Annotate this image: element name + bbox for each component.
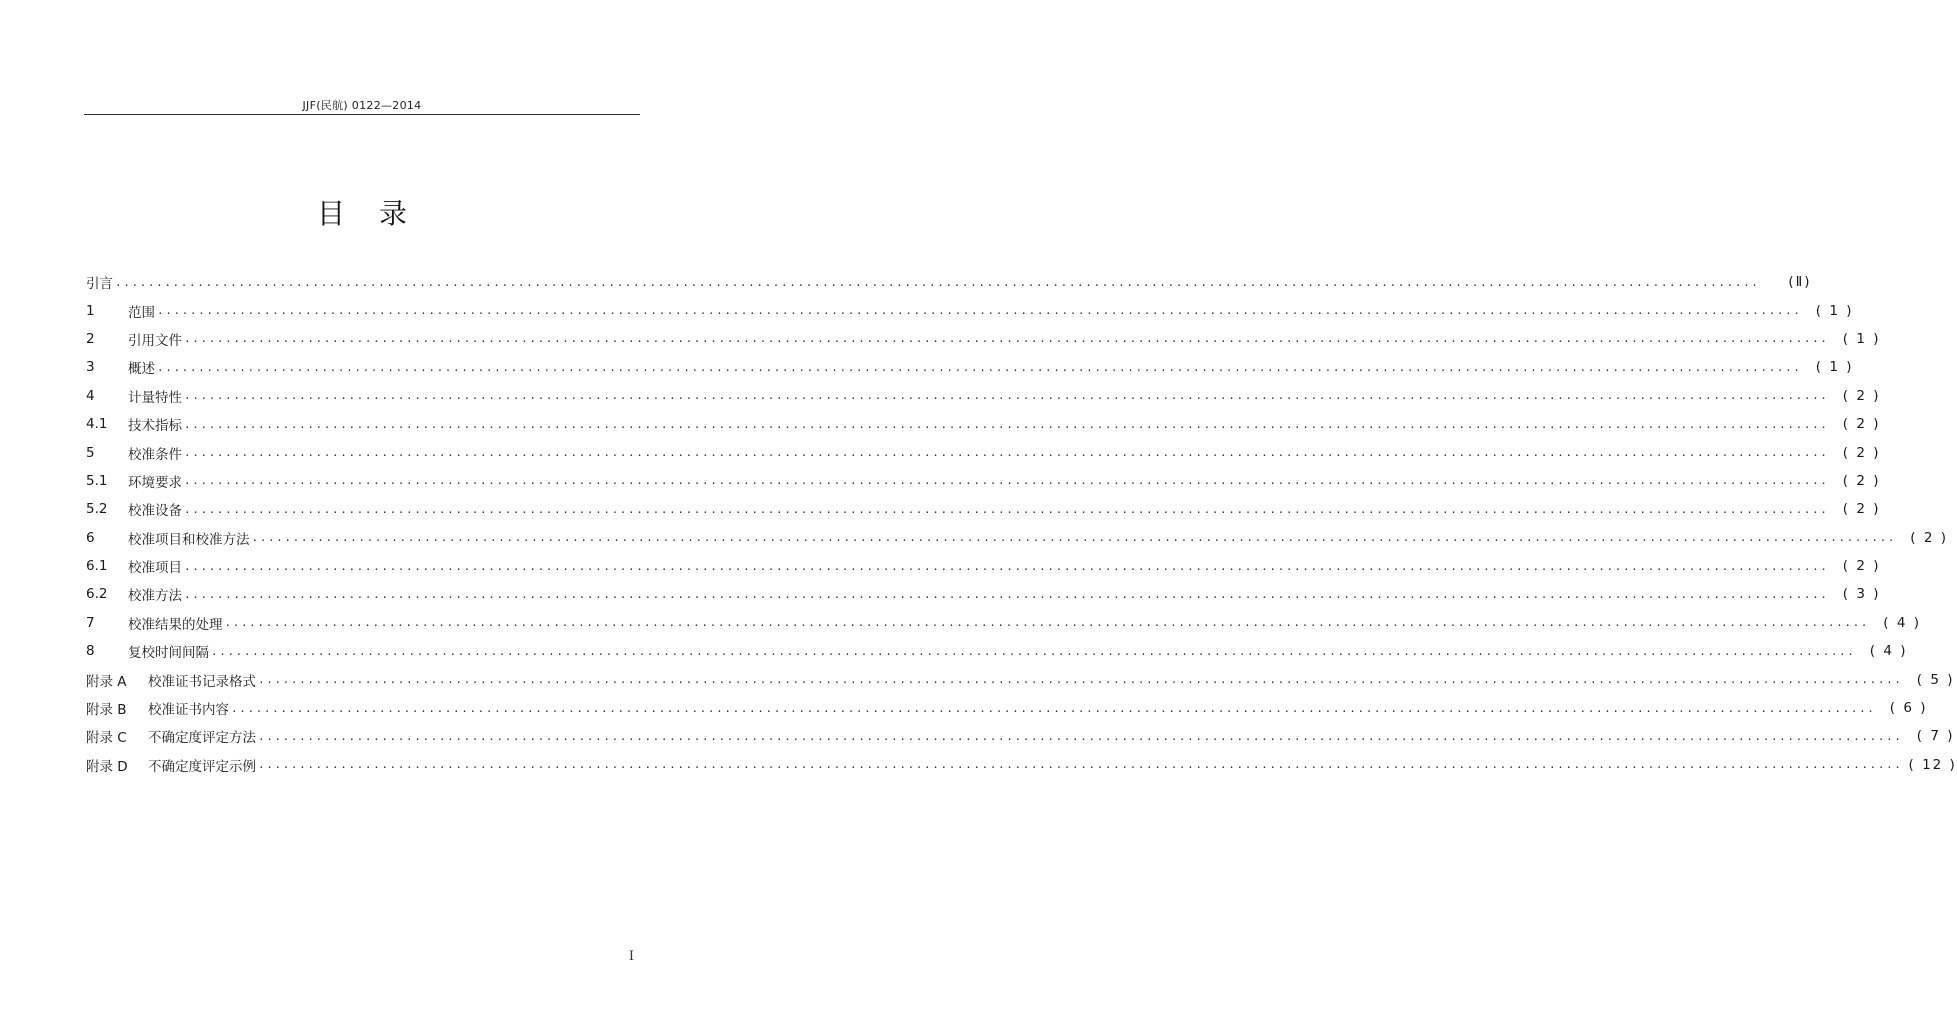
toc-entry-number: 附录 D <box>86 758 128 775</box>
toc-entry-page: ( 2 ) <box>1910 529 1949 546</box>
toc-entry-label: 范围 <box>128 304 155 321</box>
toc-entry-label: 技术指标 <box>128 418 182 435</box>
page-folio: I <box>628 949 634 964</box>
toc-dot-leader: ........................................................................................................................................................................................................ <box>157 304 1802 318</box>
toc-entry-label: 引言 <box>86 276 113 293</box>
toc-entry-page: ( 6 ) <box>1889 700 1928 717</box>
toc-dot-leader: ........................................................................................................................................................................................................ <box>258 673 1903 687</box>
toc-entry-label: 校准项目和校准方法 <box>128 531 250 548</box>
toc-entry-label: 校准证书记录格式 <box>148 673 256 690</box>
toc-entry[interactable] <box>86 751 1957 779</box>
toc-entry-number: 6.1 <box>86 558 108 575</box>
toc-entry-page: ( 1 ) <box>1842 330 1881 347</box>
toc-entry[interactable] <box>86 495 1881 523</box>
toc-dot-leader: ........................................................................................................................................................................................................ <box>184 587 1829 601</box>
toc-entry-number: 4 <box>86 387 95 404</box>
toc-entry-page: ( 2 ) <box>1842 444 1881 461</box>
toc-entry-number: 6 <box>86 529 95 546</box>
toc-entry-number: 5.2 <box>86 501 108 518</box>
toc-entry[interactable] <box>86 580 1881 608</box>
toc-entry-number: 1 <box>86 302 95 319</box>
toc-entry-label: 概述 <box>128 361 155 378</box>
toc-entry[interactable] <box>86 665 1955 693</box>
toc-dot-leader: ........................................................................................................................................................................................................ <box>231 701 1876 715</box>
toc-entry-page: ( 2 ) <box>1842 387 1881 404</box>
toc-entry[interactable] <box>86 410 1881 438</box>
toc-entry-label: 不确定度评定示例 <box>148 758 256 775</box>
toc-entry-number: 4.1 <box>86 416 108 433</box>
toc-entry[interactable] <box>86 694 1928 722</box>
toc-entry-page: ( 1 ) <box>1815 359 1854 376</box>
toc-entry-number: 3 <box>86 359 95 376</box>
toc-entry-page: ( 12 ) <box>1908 756 1957 773</box>
toc-entry-label: 校准证书内容 <box>148 702 229 719</box>
toc-entry-number: 7 <box>86 614 95 631</box>
document-header-code: JJF(民航) 0122—2014 <box>302 99 422 112</box>
toc-entry-number: 附录 B <box>86 702 127 719</box>
toc-entry-page: ( 2 ) <box>1842 558 1881 575</box>
toc-entry-page: ( 1 ) <box>1815 302 1854 319</box>
toc-entry-page: ( 4 ) <box>1883 614 1922 631</box>
toc-entry-label: 校准方法 <box>128 588 182 605</box>
toc-entry[interactable] <box>86 382 1881 410</box>
toc-entry-number: 附录 C <box>86 730 127 747</box>
toc-dot-leader: ........................................................................................................................................................................................................ <box>184 559 1829 573</box>
toc-entry-label: 校准项目 <box>128 560 182 577</box>
toc-dot-leader: ........................................................................................................................................................................................................ <box>224 616 1870 630</box>
toc-entry[interactable] <box>86 637 1908 665</box>
toc-entry-page: (Ⅱ) <box>1788 274 1812 291</box>
toc-entry-page: ( 4 ) <box>1869 643 1908 660</box>
toc-entry-label: 复校时间间隔 <box>128 645 209 662</box>
toc-entry[interactable] <box>86 467 1881 495</box>
toc-dot-leader: ........................................................................................................................................................................................................ <box>258 729 1903 743</box>
toc-entry-number: 2 <box>86 330 95 347</box>
toc-entry[interactable] <box>86 438 1881 466</box>
header-rule <box>84 114 640 115</box>
toc-dot-leader: ........................................................................................................................................................................................................ <box>157 360 1802 374</box>
toc-entry[interactable] <box>86 552 1881 580</box>
toc-entry-label: 校准结果的处理 <box>128 616 223 633</box>
toc-entry-label: 校准条件 <box>128 446 182 463</box>
toc-entry-label: 引用文件 <box>128 332 182 349</box>
toc-dot-leader: ........................................................................................................................................................................................................ <box>184 502 1829 516</box>
toc-dot-leader: ........................................................................................................................................................................................................ <box>184 389 1829 403</box>
toc-entry-number: 6.2 <box>86 586 108 603</box>
toc-dot-leader: ........................................................................................................................................................................................................ <box>258 758 1903 772</box>
toc-entry[interactable] <box>86 268 1812 296</box>
table-of-contents <box>86 268 1957 779</box>
toc-entry[interactable] <box>86 353 1854 381</box>
toc-entry-number: 8 <box>86 643 95 660</box>
toc-entry-number: 5 <box>86 444 95 461</box>
toc-entry-label: 校准设备 <box>128 503 182 520</box>
toc-entry-page: ( 2 ) <box>1842 416 1881 433</box>
toc-dot-leader: ........................................................................................................................................................................................................ <box>211 644 1856 658</box>
page-title: 目录 <box>316 197 441 230</box>
toc-entry-number: 附录 A <box>86 673 127 690</box>
toc-dot-leader: ........................................................................................................................................................................................................ <box>184 332 1829 346</box>
toc-dot-leader: ........................................................................................................................................................................................................ <box>115 275 1760 289</box>
toc-dot-leader: ........................................................................................................................................................................................................ <box>184 446 1829 460</box>
toc-entry-number: 5.1 <box>86 472 108 489</box>
toc-entry[interactable] <box>86 722 1955 750</box>
toc-entry-label: 计量特性 <box>128 389 182 406</box>
toc-entry[interactable] <box>86 296 1854 324</box>
toc-dot-leader: ........................................................................................................................................................................................................ <box>251 531 1897 545</box>
toc-entry-page: ( 7 ) <box>1916 728 1955 745</box>
toc-dot-leader: ........................................................................................................................................................................................................ <box>184 417 1829 431</box>
toc-entry-page: ( 3 ) <box>1842 586 1881 603</box>
toc-entry[interactable] <box>86 524 1949 552</box>
toc-entry-label: 环境要求 <box>128 474 182 491</box>
toc-entry[interactable] <box>86 325 1881 353</box>
toc-entry-page: ( 2 ) <box>1842 501 1881 518</box>
toc-entry-page: ( 5 ) <box>1916 671 1955 688</box>
toc-dot-leader: ........................................................................................................................................................................................................ <box>184 474 1829 488</box>
toc-entry-page: ( 2 ) <box>1842 472 1881 489</box>
toc-entry-label: 不确定度评定方法 <box>148 730 256 747</box>
toc-entry[interactable] <box>86 609 1922 637</box>
